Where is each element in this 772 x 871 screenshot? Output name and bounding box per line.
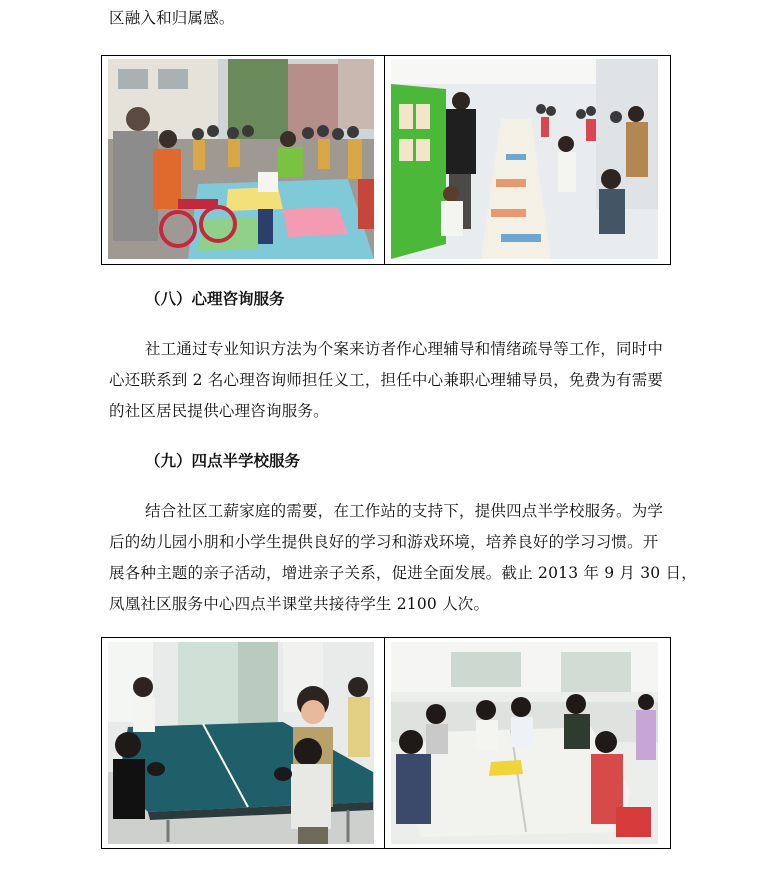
children-study-table-photo [391,642,658,844]
paragraph-9-line-2: 后的幼儿园小朋和小学生提供良好的学习和游戏环境，培养良好的学习习惯。开 [109,533,659,551]
text-line-intro: 区融入和归属感。 [109,9,235,27]
photo-table-bottom [101,637,671,849]
section-heading-psychological-counseling: （八）心理咨询服务 [145,290,285,308]
section-heading-four-thirty-school: （九）四点半学校服务 [145,452,301,470]
outdoor-community-event-photo [108,59,374,259]
paragraph-8-line-3: 的社区居民提供心理咨询服务。 [109,402,329,420]
children-drawing-activity-photo [391,59,658,259]
paragraph-9-line-3: 展各种主题的亲子活动，增进亲子关系，促进全面发展。截止 2013 年 9 月 30 日， [109,564,697,582]
paragraph-8-line-2: 心还联系到 2 名心理咨询师担任义工，担任中心兼职心理辅导员，免费为有需要 [109,371,664,389]
table-tennis-photo [108,642,374,844]
paragraph-9-line-1: 结合社区工薪家庭的需要，在工作站的支持下，提供四点半学校服务。为学 [145,502,664,520]
paragraph-9-line-4: 凤凰社区服务中心四点半课堂共接待学生 2100 人次。 [109,595,490,613]
photo-table-top [101,55,671,265]
paragraph-8-line-1: 社工通过专业知识方法为个案来访者作心理辅导和情绪疏导等工作，同时中 [145,340,664,358]
